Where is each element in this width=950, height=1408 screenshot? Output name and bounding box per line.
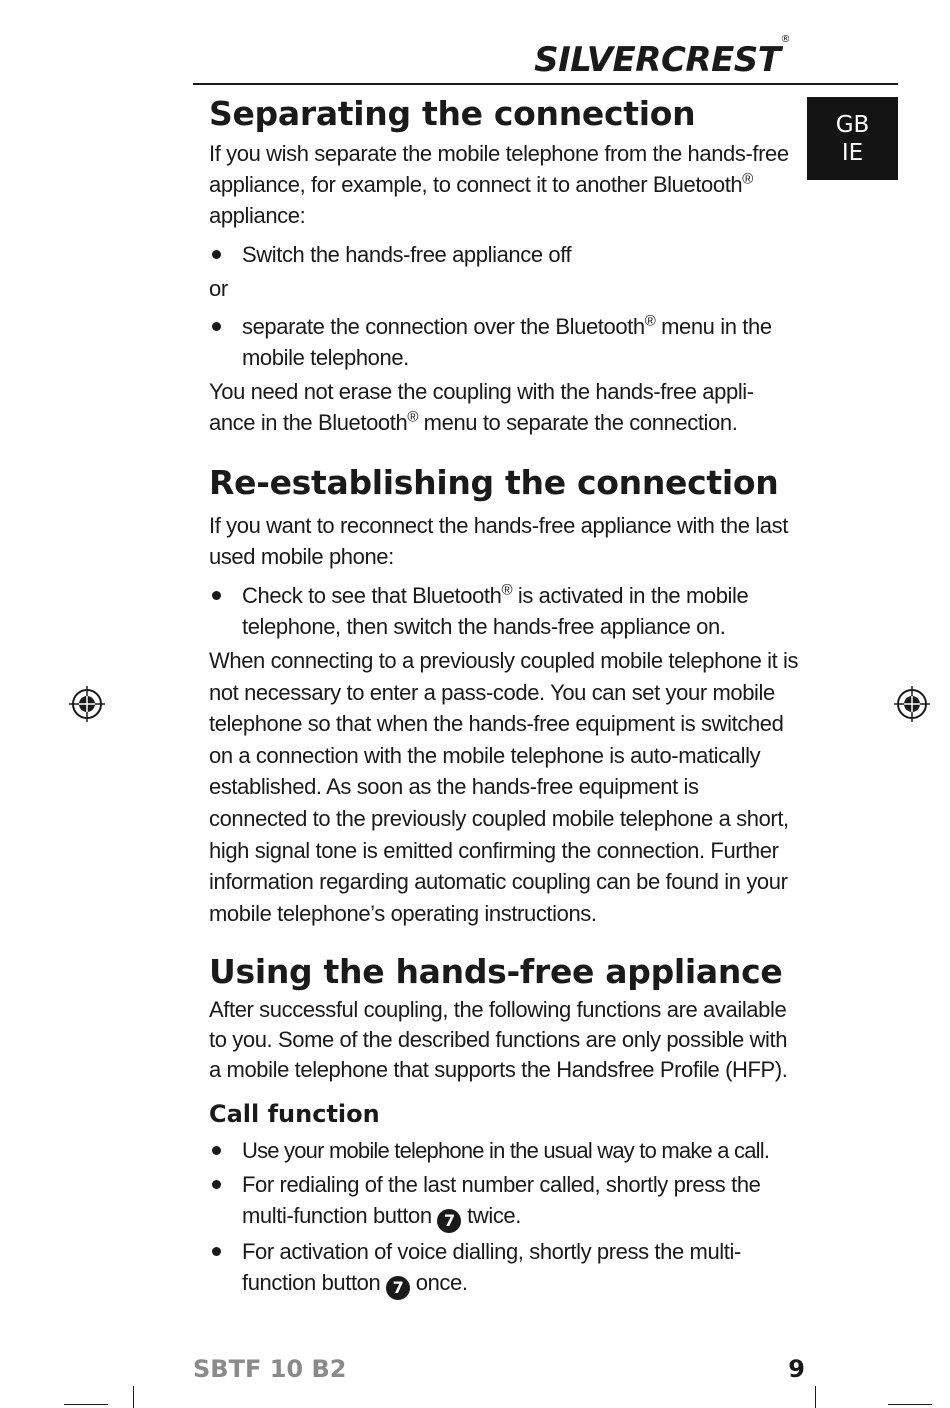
crop-mark xyxy=(64,1404,108,1405)
registered-mark: ® xyxy=(407,408,418,426)
separating-note-tail: menu to separate the connection. xyxy=(417,410,738,435)
list-item xyxy=(209,239,799,270)
list-item-text: Switch the hands-free appliance off xyxy=(242,242,572,267)
list-item-text-tail: once. xyxy=(410,1270,468,1296)
page-number: 9 xyxy=(788,1355,805,1383)
reestablishing-intro: If you want to reconnect the hands-free appliance with the last used mobile phone: xyxy=(209,513,788,569)
crop-mark xyxy=(133,1386,134,1408)
list-item-text: For redialing of the last number called, shortly press the multi-function button xyxy=(242,1172,761,1229)
separating-note xyxy=(209,376,799,438)
registration-mark-icon xyxy=(69,686,105,722)
list-item-text: Check to see that Bluetooth xyxy=(242,583,502,608)
section-title-using: Using the hands-free appliance xyxy=(209,952,783,992)
registered-mark: ® xyxy=(644,312,656,330)
brand-part-crest: CREST xyxy=(660,40,781,80)
header-rule xyxy=(193,83,898,85)
list-item xyxy=(209,1135,799,1166)
main-content xyxy=(209,93,799,1300)
model-number: SBTF 10 B2 xyxy=(193,1355,347,1383)
list-item-text: separate the connection over the Bluetooth xyxy=(242,314,645,339)
brand-registered-mark: ® xyxy=(780,34,790,45)
list-item-text-tail: menu in the mobile telephone. xyxy=(242,314,772,370)
crop-mark xyxy=(815,1386,816,1408)
using-intro: After successful coupling, the following functions are available to you. Some of the described functions are only possible with a mobile telephone that supports the Handsfree Profile (HFP). xyxy=(209,997,788,1083)
or-text: or xyxy=(209,276,228,301)
reestablishing-body: When connecting to a previously coupled mobile telephone it is not necessary to enter a pass-code. You can set your mobile telephone so that when the hands-free equipment is switched on a connection with the mobile telephone is auto-matically established. As soon as the hands-free equipment is connected to the previously coupled mobile telephone a short, high signal tone is emitted confirming the connection. Further information regarding automatic coupling can be found in your mobile telephone’s operating instructions. xyxy=(209,648,799,926)
list-item-text-tail: is activated in the mobile telephone, then switch the hands-free appliance on. xyxy=(242,583,749,639)
registered-mark: ® xyxy=(742,170,753,188)
section-title-reestablishing: Re-establishing the connection xyxy=(209,463,779,502)
brand-logo xyxy=(534,34,790,80)
separating-intro-tail: appliance: xyxy=(209,203,306,228)
button-7-icon: 7 xyxy=(386,1276,410,1300)
list-item-text: For activation of voice dialling, shortly press the multi-function button xyxy=(242,1239,741,1296)
registration-mark-icon xyxy=(894,686,930,722)
list-item xyxy=(209,311,799,373)
crop-mark xyxy=(888,1404,932,1405)
list-item xyxy=(209,1169,799,1233)
language-tab xyxy=(807,97,898,180)
registered-mark: ® xyxy=(501,581,513,599)
section-title-separating: Separating the connection xyxy=(209,94,696,133)
list-item-text: Use your mobile telephone in the usual way to make a call. xyxy=(242,1138,770,1164)
list-item-text-tail: twice. xyxy=(461,1203,521,1229)
list-item xyxy=(209,1236,799,1300)
separating-intro-text: If you wish separate the mobile telephone from the hands-free appliance, for example, to connect it to another Bluetooth xyxy=(209,141,789,197)
brand-part-silver: SILVER xyxy=(534,40,661,80)
lang-code-gb: GB xyxy=(835,111,870,138)
button-7-icon: 7 xyxy=(437,1209,461,1233)
lang-code-ie: IE xyxy=(841,139,864,166)
separating-note-text: You need not erase the coupling with the hands-free appli-ance in the Bluetooth xyxy=(209,379,754,435)
separating-intro xyxy=(209,138,799,231)
list-item xyxy=(209,580,799,642)
subsection-title-call-function: Call function xyxy=(209,1100,380,1129)
